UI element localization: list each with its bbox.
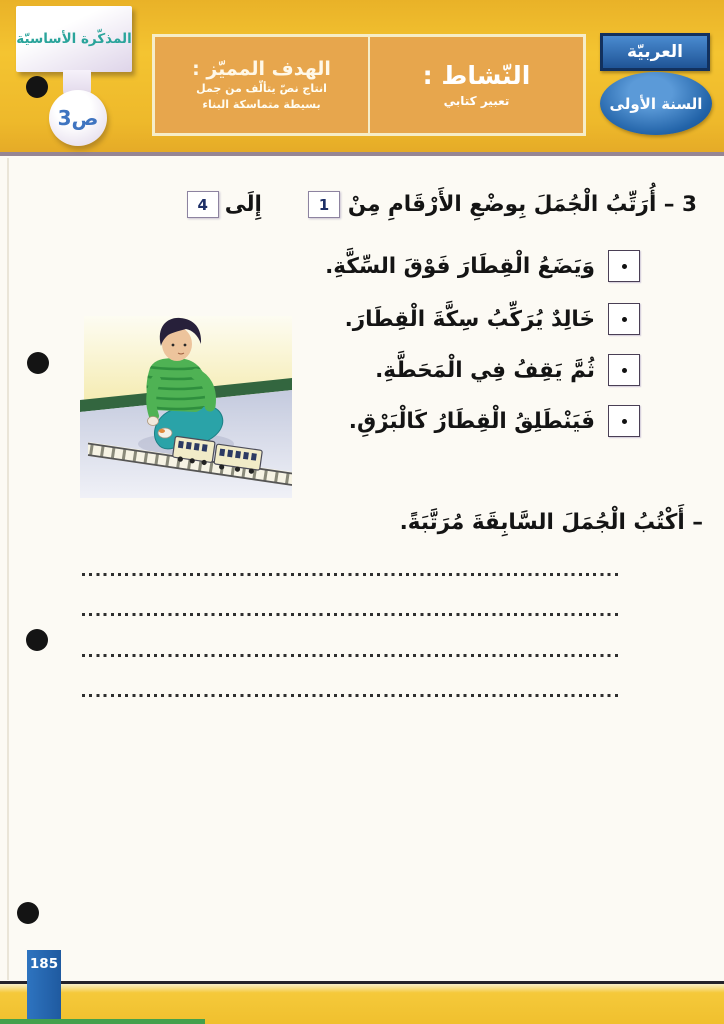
objective-line-1: انتاج نصّ يتألّف من جمل [196,82,327,96]
answer-line-4[interactable] [82,694,618,697]
punch-hole-4 [17,902,39,924]
to-number-box [187,191,219,218]
answer-line-2[interactable] [82,613,618,616]
sentence-text-1: وَيَضَعُ الْقِطَارَ فَوْقَ السِّكَّةِ. [325,253,595,279]
answer-line-3[interactable] [82,654,618,657]
from-number-box [308,191,340,218]
sentence-row-1 [325,250,640,282]
page-badge [49,90,107,146]
activity-title: النّشاط : [422,61,531,91]
punch-hole-3 [26,629,48,651]
punch-hole-2 [27,352,49,374]
write-prompt: – أَكْتُبُ الْجُمَلَ السَّابِقَةَ مُرَتَّبَةً. [399,510,703,535]
exercise-instruction [187,191,697,218]
page-number-tab [27,950,61,1024]
sentence-text-3: ثُمَّ يَقِفُ فِي الْمَحَطَّةِ. [375,357,595,383]
subject-label: العربيّة [626,42,683,62]
sentence-text-2: خَالِدٌ يُرَكِّبُ سِكَّةَ الْقِطَارَ. [344,306,595,332]
order-input-box-2[interactable] [608,303,640,335]
order-input-box-1[interactable] [608,250,640,282]
to-number: 4 [197,195,208,214]
page-badge-label: ص3 [57,106,99,130]
left-margin-line [7,158,9,980]
punch-hole-1 [26,76,48,98]
from-number: 1 [318,195,330,214]
footer-band [0,984,724,1024]
sentence-text-4: فَيَنْطَلِقُ الْقِطَارُ كَالْبَرْقِ. [348,408,595,434]
order-input-box-3[interactable] [608,354,640,386]
grade-ellipse [600,72,712,135]
activity-subtitle: تعبير كتابي [443,93,510,108]
series-ribbon [16,6,132,72]
page-number: 185 [29,956,59,972]
objective-title: الهدف المميّز : [192,57,331,80]
activity-cell [370,37,583,133]
grade-label: السنة الأولى [609,94,703,113]
answer-line-1[interactable] [82,573,618,576]
sentence-row-2 [345,303,640,335]
series-ribbon-label: المذكّرة الأساسيّة [16,31,132,47]
subject-chip [600,33,710,71]
to-word: إِلَى [224,192,262,217]
sentence-row-4 [349,405,640,437]
objective-line-2: بسيطة متماسكة البناء [202,98,321,112]
sentence-row-3 [375,354,640,386]
header-info-box [152,34,586,136]
boy-train-illustration [80,316,292,498]
order-input-box-4[interactable] [608,405,640,437]
bottom-edge-strip [0,1019,205,1024]
instruction-text: 3 – أُرَتِّبُ الْجُمَلَ بِوضْعِ الأَرْقَامِ مِنْ [347,192,697,217]
objective-cell [155,37,370,133]
